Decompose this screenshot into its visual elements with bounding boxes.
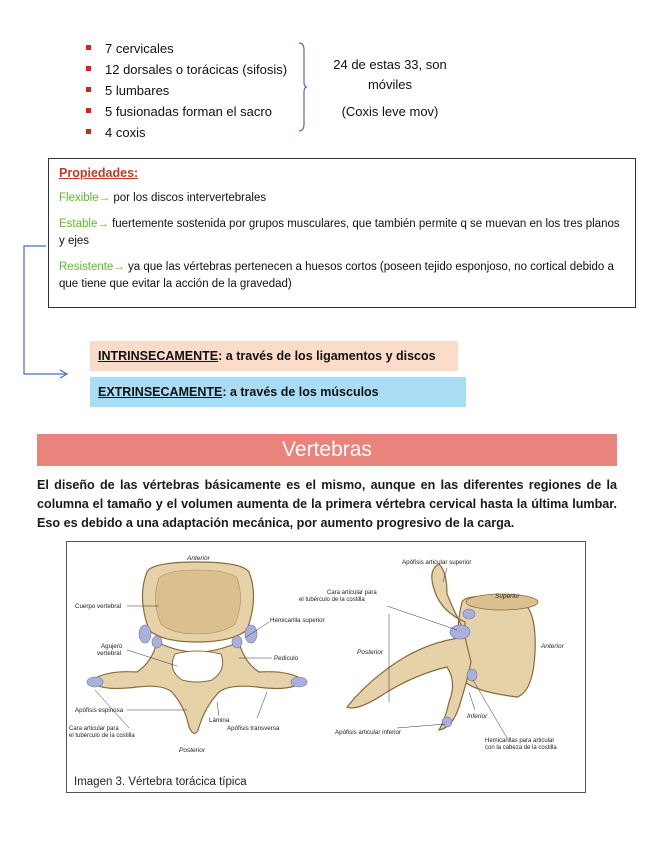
property-text: fuertemente sostenida por grupos musculares, que también permite q se muevan en los tres planos y ejes — [59, 218, 620, 247]
label-anterior-left: Anterior — [187, 555, 210, 562]
list-item: 5 lumbares — [85, 80, 287, 101]
properties-title: Propiedades: — [59, 166, 139, 180]
label-agujero: Agujero vertebral — [97, 643, 123, 657]
vertebra-count-list — [85, 38, 287, 143]
vertebra-figure — [66, 541, 586, 793]
properties-box — [48, 158, 636, 308]
extrinsic-text: : a través de los músculos — [222, 385, 379, 399]
property-item — [59, 259, 625, 293]
label-transversa: Apófisis transversa — [227, 725, 280, 732]
intrinsic-label: INTRINSECAMENTE — [98, 349, 219, 363]
label-lamina: Lámina — [209, 717, 230, 724]
mobile-note: 24 de estas 33, son móviles — [333, 57, 447, 92]
lateral-view — [299, 559, 565, 751]
right-brace-icon — [298, 42, 308, 132]
label-superior: Superior — [495, 593, 520, 600]
intrinsic-text: : a través de los ligamentos y discos — [218, 349, 436, 363]
extrinsic-label: EXTRINSECAMENTE — [98, 385, 223, 399]
label-posterior-left: Posterior — [179, 747, 206, 754]
label-hemicarillas: Hemicarillas para articular con la cabeza de la costilla — [485, 738, 557, 751]
label-cuerpo: Cuerpo vertebral — [75, 603, 122, 610]
label-anterior-right: Anterior — [541, 643, 564, 650]
label-apofisis-sup: Apófisis articular superior — [402, 559, 472, 566]
property-keyword: Flexible — [59, 192, 99, 204]
extrinsic-bar — [90, 377, 466, 407]
property-text: ya que las vértebras pertenecen a huesos cortos (poseen tejido esponjoso, no cortical debido a que tiene que evitar la acción de la gravedad) — [59, 261, 614, 290]
connector-arrow-icon — [16, 240, 76, 385]
list-item: 5 fusionadas forman el sacro — [85, 101, 287, 122]
label-inferior: Inferior — [467, 713, 488, 720]
list-item: 7 cervicales — [85, 38, 287, 59]
list-item: 4 coxis — [85, 122, 287, 143]
label-cara-left: Cara articular para el tubérculo de la costilla — [69, 726, 135, 739]
property-item — [59, 190, 625, 207]
arrow-right-icon: → — [113, 261, 125, 273]
coxis-note: (Coxis leve mov) — [341, 104, 439, 119]
label-posterior-right: Posterior — [357, 649, 384, 656]
figure-caption: Imagen 3. Vértebra torácica típica — [74, 776, 247, 788]
property-item — [59, 216, 625, 250]
section-paragraph: El diseño de las vértebras básicamente es el mismo, aunque en las diferentes regiones de la columna el tamaño y el volumen aumenta de la primera vértebra cervical hasta la última lumbar. Eso es debido a una adaptación mecánica, por aumento progresivo de la carga. — [37, 478, 617, 530]
arrow-right-icon: → — [97, 218, 109, 230]
list-item: 12 dorsales o torácicas (sifosis) — [85, 59, 287, 80]
property-text: por los discos intervertebrales — [113, 192, 267, 204]
label-apofisis-inf: Apófisis articular inferior — [335, 729, 402, 736]
property-keyword: Resistente — [59, 261, 114, 273]
property-keyword: Estable — [59, 218, 98, 230]
arrow-right-icon: → — [98, 192, 111, 204]
label-pediculo: Pedículo — [274, 655, 299, 662]
intrinsic-bar — [90, 341, 458, 371]
vertebra-illustration — [67, 542, 585, 792]
label-cara-right: Cara articular para el tubérculo de la costilla — [299, 590, 377, 603]
section-heading: Vertebras — [37, 434, 617, 466]
label-espinosa: Apófisis espinosa — [75, 707, 124, 714]
superior-view — [69, 555, 325, 754]
label-hemicarilla: Hemicarilla superior — [270, 617, 325, 624]
